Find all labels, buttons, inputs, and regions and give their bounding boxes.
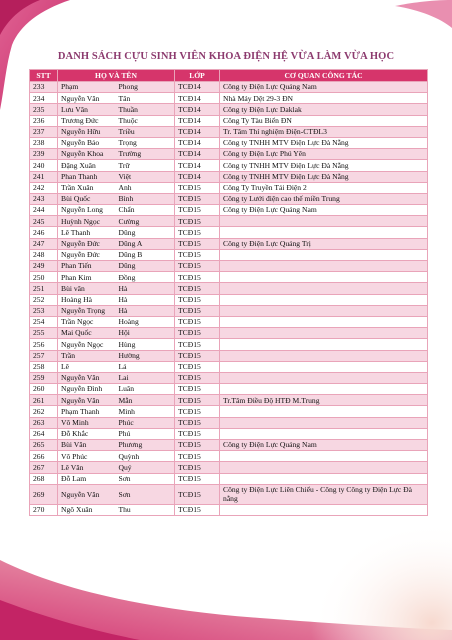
cell-given-name: Hà	[116, 294, 175, 305]
cell-stt: 241	[30, 171, 58, 182]
cell-stt: 265	[30, 440, 58, 451]
cell-family-name: Hoàng Hà	[58, 294, 116, 305]
table-row	[30, 283, 428, 294]
cell-stt: 245	[30, 216, 58, 227]
table-row	[30, 395, 428, 406]
cell-organization	[220, 316, 428, 327]
cell-given-name: Quỳnh	[116, 451, 175, 462]
cell-family-name: Trần	[58, 350, 116, 361]
cell-family-name: Phan Thanh	[58, 171, 116, 182]
cell-stt: 256	[30, 339, 58, 350]
cell-stt: 263	[30, 417, 58, 428]
cell-organization	[220, 227, 428, 238]
cell-family-name: Võ Phúc	[58, 451, 116, 462]
col-header-class: LỚP	[175, 70, 220, 82]
cell-organization	[220, 462, 428, 473]
cell-organization: Công Ty Truyền Tải Điện 2	[220, 182, 428, 193]
cell-given-name: Triều	[116, 126, 175, 137]
cell-stt: 240	[30, 160, 58, 171]
cell-given-name: Chẩn	[116, 205, 175, 216]
cell-class: TCĐ15	[175, 272, 220, 283]
cell-organization	[220, 372, 428, 383]
cell-family-name: Đặng Xuân	[58, 160, 116, 171]
cell-organization: Công Ty Tàu Biển ĐN	[220, 115, 428, 126]
cell-organization: Công ty TNHH MTV Điện Lực Đà Nẵng	[220, 137, 428, 148]
cell-given-name: Thuộc	[116, 115, 175, 126]
table-row	[30, 205, 428, 216]
cell-class: TCĐ14	[175, 126, 220, 137]
cell-family-name: Nguyễn Văn	[58, 93, 116, 104]
cell-stt: 253	[30, 305, 58, 316]
cell-family-name: Nguyễn Văn	[58, 395, 116, 406]
cell-organization: Công ty Điện Lực Quảng Trị	[220, 238, 428, 249]
cell-stt: 269	[30, 484, 58, 504]
cell-organization	[220, 272, 428, 283]
cell-stt: 246	[30, 227, 58, 238]
cell-class: TCĐ15	[175, 440, 220, 451]
cell-class: TCĐ14	[175, 171, 220, 182]
cell-family-name: Nguyễn Văn	[58, 372, 116, 383]
cell-stt: 255	[30, 328, 58, 339]
cell-organization	[220, 216, 428, 227]
col-header-name: HỌ VÀ TÊN	[58, 70, 175, 82]
cell-organization	[220, 451, 428, 462]
table-row	[30, 440, 428, 451]
cell-organization: Tr. Tâm Thí nghiệm Điện-CTĐL3	[220, 126, 428, 137]
table-row	[30, 216, 428, 227]
cell-organization: Công ty Điện Lực Quảng Nam	[220, 205, 428, 216]
cell-given-name: Thu	[116, 504, 175, 515]
cell-class: TCĐ15	[175, 193, 220, 204]
cell-class: TCĐ15	[175, 294, 220, 305]
table-row	[30, 272, 428, 283]
cell-organization	[220, 261, 428, 272]
table-row	[30, 339, 428, 350]
cell-class: TCĐ15	[175, 216, 220, 227]
cell-class: TCĐ15	[175, 473, 220, 484]
table-row	[30, 115, 428, 126]
cell-family-name: Nguyễn Đức	[58, 238, 116, 249]
cell-class: TCĐ15	[175, 406, 220, 417]
cell-given-name: Thuần	[116, 104, 175, 115]
cell-family-name: Nguyễn Đức	[58, 249, 116, 260]
cell-stt: 266	[30, 451, 58, 462]
cell-class: TCĐ15	[175, 261, 220, 272]
cell-organization	[220, 406, 428, 417]
table-row	[30, 171, 428, 182]
col-header-org: CƠ QUAN CÔNG TÁC	[220, 70, 428, 82]
cell-given-name: Phú	[116, 428, 175, 439]
cell-given-name: Quý	[116, 462, 175, 473]
table-row	[30, 294, 428, 305]
cell-stt: 258	[30, 361, 58, 372]
cell-family-name: Lưu Văn	[58, 104, 116, 115]
cell-family-name: Trần Xuân	[58, 182, 116, 193]
cell-family-name: Nguyễn Khoa	[58, 149, 116, 160]
table-row	[30, 328, 428, 339]
cell-given-name: Dũng	[116, 261, 175, 272]
cell-stt: 234	[30, 93, 58, 104]
table-row	[30, 417, 428, 428]
cell-stt: 249	[30, 261, 58, 272]
cell-organization: Công ty Điện Lực Daklak	[220, 104, 428, 115]
cell-class: TCĐ15	[175, 384, 220, 395]
table-row	[30, 451, 428, 462]
cell-stt: 259	[30, 372, 58, 383]
cell-class: TCĐ14	[175, 115, 220, 126]
table-row	[30, 350, 428, 361]
cell-stt: 238	[30, 137, 58, 148]
cell-given-name: Luân	[116, 384, 175, 395]
cell-family-name: Nguyễn Bảo	[58, 137, 116, 148]
table-row	[30, 484, 428, 504]
table-row	[30, 372, 428, 383]
cell-given-name: Lả	[116, 361, 175, 372]
cell-given-name: Phong	[116, 82, 175, 93]
cell-family-name: Võ Minh	[58, 417, 116, 428]
table-row	[30, 227, 428, 238]
cell-stt: 244	[30, 205, 58, 216]
cell-family-name: Nguyễn Văn	[58, 484, 116, 504]
cell-organization	[220, 328, 428, 339]
cell-given-name: Hường	[116, 350, 175, 361]
cell-given-name: Đồng	[116, 272, 175, 283]
table-body	[30, 82, 428, 516]
cell-given-name: Dũng B	[116, 249, 175, 260]
cell-class: TCĐ14	[175, 93, 220, 104]
cell-given-name: Hà	[116, 283, 175, 294]
col-header-stt: STT	[30, 70, 58, 82]
cell-given-name: Mẫn	[116, 395, 175, 406]
cell-organization	[220, 339, 428, 350]
cell-class: TCĐ15	[175, 484, 220, 504]
cell-family-name: Phan Kim	[58, 272, 116, 283]
cell-organization: Nhà Máy Dệt 29-3 ĐN	[220, 93, 428, 104]
cell-organization	[220, 361, 428, 372]
cell-class: TCĐ15	[175, 328, 220, 339]
table-row	[30, 261, 428, 272]
cell-stt: 247	[30, 238, 58, 249]
cell-class: TCĐ14	[175, 82, 220, 93]
table-row	[30, 428, 428, 439]
cell-class: TCĐ15	[175, 316, 220, 327]
cell-class: TCĐ15	[175, 361, 220, 372]
cell-class: TCĐ15	[175, 339, 220, 350]
cell-class: TCĐ15	[175, 305, 220, 316]
cell-family-name: Lê	[58, 361, 116, 372]
page-title: DANH SÁCH CỰU SINH VIÊN KHOA ĐIỆN HỆ VỪA LÀM VỪA HỌC	[57, 51, 395, 62]
cell-organization: Công ty Lưới điện cao thế miền Trung	[220, 193, 428, 204]
cell-stt: 248	[30, 249, 58, 260]
cell-family-name: Trương Đức	[58, 115, 116, 126]
cell-organization	[220, 428, 428, 439]
cell-class: TCĐ15	[175, 372, 220, 383]
cell-class: TCĐ15	[175, 428, 220, 439]
cell-given-name: Phúc	[116, 417, 175, 428]
cell-family-name: Lê Thanh	[58, 227, 116, 238]
cell-given-name: Trọng	[116, 137, 175, 148]
cell-given-name: Anh	[116, 182, 175, 193]
table-row	[30, 104, 428, 115]
table-row	[30, 137, 428, 148]
cell-stt: 243	[30, 193, 58, 204]
cell-stt: 254	[30, 316, 58, 327]
table-row	[30, 361, 428, 372]
cell-family-name: Đỗ Lam	[58, 473, 116, 484]
cell-stt: 236	[30, 115, 58, 126]
cell-stt: 235	[30, 104, 58, 115]
cell-organization: Công ty TNHH MTV Điện Lực Đà Nẵng	[220, 160, 428, 171]
cell-class: TCĐ15	[175, 395, 220, 406]
table-row	[30, 316, 428, 327]
cell-organization	[220, 283, 428, 294]
cell-stt: 242	[30, 182, 58, 193]
cell-stt: 239	[30, 149, 58, 160]
cell-class: TCĐ15	[175, 205, 220, 216]
cell-class: TCĐ14	[175, 104, 220, 115]
cell-family-name: Bùi văn	[58, 283, 116, 294]
cell-family-name: Trần Ngọc	[58, 316, 116, 327]
table-row	[30, 473, 428, 484]
table-header-row	[30, 70, 428, 82]
cell-class: TCĐ15	[175, 462, 220, 473]
table-row	[30, 238, 428, 249]
cell-stt: 261	[30, 395, 58, 406]
cell-given-name: Lai	[116, 372, 175, 383]
cell-given-name: Sơn	[116, 473, 175, 484]
cell-stt: 260	[30, 384, 58, 395]
cell-given-name: Hoàng	[116, 316, 175, 327]
cell-stt: 267	[30, 462, 58, 473]
cell-organization	[220, 305, 428, 316]
cell-organization: Công ty Điện Lực Liên Chiểu - Công ty Công ty Điện Lực Đà nẵng	[220, 484, 428, 504]
cell-family-name: Nguyễn Long	[58, 205, 116, 216]
table-row	[30, 126, 428, 137]
cell-given-name: Cường	[116, 216, 175, 227]
cell-class: TCĐ14	[175, 149, 220, 160]
table-row	[30, 182, 428, 193]
cell-given-name: Trữ	[116, 160, 175, 171]
cell-organization: Công ty Điện Lực Quảng Nam	[220, 440, 428, 451]
cell-family-name: Huỳnh Ngọc	[58, 216, 116, 227]
cell-family-name: Nguyễn Trọng	[58, 305, 116, 316]
table-row	[30, 504, 428, 515]
table-row	[30, 149, 428, 160]
table-row	[30, 462, 428, 473]
cell-organization	[220, 350, 428, 361]
table-row	[30, 93, 428, 104]
cell-family-name: Mai Quốc	[58, 328, 116, 339]
cell-organization: Tr.Tâm Điều Độ HTĐ M.Trung	[220, 395, 428, 406]
cell-stt: 257	[30, 350, 58, 361]
cell-class: TCĐ14	[175, 160, 220, 171]
cell-organization: Công ty TNHH MTV Điện Lực Đà Nẵng	[220, 171, 428, 182]
cell-family-name: Nguyễn Ngọc	[58, 339, 116, 350]
cell-family-name: Nguyễn Hữu	[58, 126, 116, 137]
cell-family-name: Nguyễn Đình	[58, 384, 116, 395]
cell-organization: Công ty Điện Lực Phú Yên	[220, 149, 428, 160]
alumni-table	[29, 69, 428, 516]
cell-given-name: Dũng A	[116, 238, 175, 249]
cell-family-name: Lê Văn	[58, 462, 116, 473]
cell-given-name: Việt	[116, 171, 175, 182]
cell-family-name: Ngô Xuân	[58, 504, 116, 515]
cell-stt: 262	[30, 406, 58, 417]
cell-class: TCĐ15	[175, 350, 220, 361]
cell-given-name: Bình	[116, 193, 175, 204]
cell-class: TCĐ15	[175, 451, 220, 462]
cell-given-name: Tân	[116, 93, 175, 104]
cell-organization	[220, 249, 428, 260]
cell-family-name: Đỗ Khắc	[58, 428, 116, 439]
cell-given-name: Dũng	[116, 227, 175, 238]
cell-family-name: Bùi Văn	[58, 440, 116, 451]
table-row	[30, 82, 428, 93]
table-row	[30, 384, 428, 395]
cell-family-name: Phan Tiến	[58, 261, 116, 272]
cell-stt: 233	[30, 82, 58, 93]
cell-class: TCĐ15	[175, 283, 220, 294]
cell-stt: 270	[30, 504, 58, 515]
cell-organization	[220, 384, 428, 395]
cell-given-name: Phương	[116, 440, 175, 451]
cell-given-name: Minh	[116, 406, 175, 417]
cell-class: TCĐ15	[175, 238, 220, 249]
table-row	[30, 305, 428, 316]
table-row	[30, 249, 428, 260]
cell-given-name: Hà	[116, 305, 175, 316]
table-row	[30, 193, 428, 204]
cell-organization	[220, 417, 428, 428]
cell-stt: 252	[30, 294, 58, 305]
cell-class: TCĐ15	[175, 417, 220, 428]
cell-stt: 264	[30, 428, 58, 439]
cell-given-name: Trường	[116, 149, 175, 160]
cell-class: TCĐ15	[175, 504, 220, 515]
cell-organization	[220, 504, 428, 515]
cell-class: TCĐ15	[175, 227, 220, 238]
cell-organization	[220, 294, 428, 305]
cell-stt: 250	[30, 272, 58, 283]
cell-given-name: Sơn	[116, 484, 175, 504]
cell-class: TCĐ14	[175, 137, 220, 148]
cell-family-name: Phạm	[58, 82, 116, 93]
cell-given-name: Hội	[116, 328, 175, 339]
table-row	[30, 406, 428, 417]
cell-stt: 237	[30, 126, 58, 137]
cell-family-name: Phạm Thanh	[58, 406, 116, 417]
table-row	[30, 160, 428, 171]
cell-organization: Công ty Điện Lực Quảng Nam	[220, 82, 428, 93]
cell-stt: 251	[30, 283, 58, 294]
cell-given-name: Hùng	[116, 339, 175, 350]
cell-family-name: Bùi Quốc	[58, 193, 116, 204]
cell-organization	[220, 473, 428, 484]
cell-stt: 268	[30, 473, 58, 484]
cell-class: TCĐ15	[175, 249, 220, 260]
cell-class: TCĐ15	[175, 182, 220, 193]
